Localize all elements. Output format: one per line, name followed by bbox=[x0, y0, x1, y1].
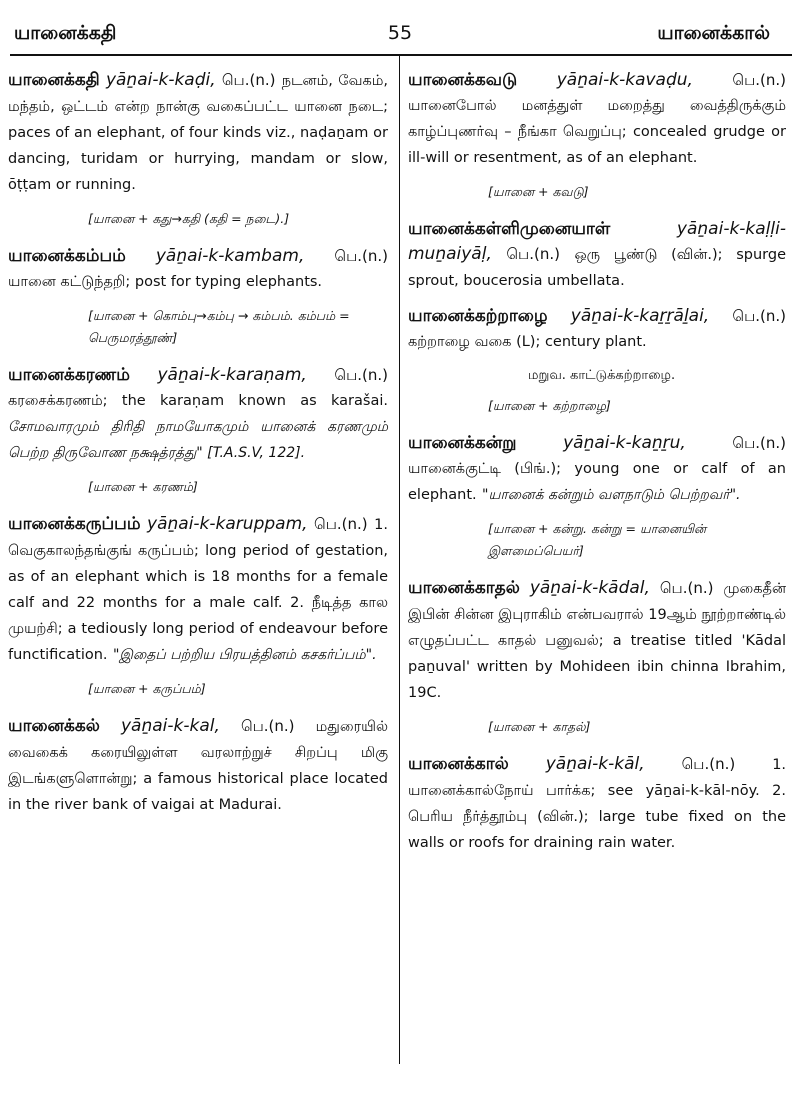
dictionary-entry bbox=[8, 244, 388, 295]
page-number: 55 bbox=[387, 22, 413, 44]
entry-headword: யானைக்கல் bbox=[8, 716, 100, 736]
entry-headword: யானைக்கால் bbox=[408, 754, 509, 774]
page-header bbox=[0, 0, 800, 52]
entry-grammar: பெ.(n.) bbox=[732, 434, 787, 452]
dictionary-entry bbox=[408, 304, 786, 355]
entry-grammar: பெ.(n.) bbox=[314, 515, 368, 533]
header-rule bbox=[10, 54, 792, 56]
entry-transliteration: yāṉai-k-kādal, bbox=[529, 578, 650, 598]
entry-definition: 1. யானைக்கால்நோய் பார்க்க; see yāṉai-k-kāl-nōy. 2. பெரிய நீர்த்தூம்பு (வின்.); large tube fixed on the walls or roofs for draining rain water. bbox=[408, 757, 787, 851]
entry-grammar: பெ.(n.) bbox=[681, 755, 736, 773]
entry-headword: யானைக்கதி bbox=[8, 70, 100, 90]
entry-headword: யானைக்கற்றாழை bbox=[408, 306, 548, 326]
dictionary-entry bbox=[8, 512, 388, 668]
entry-grammar: பெ.(n.) bbox=[732, 307, 787, 325]
dictionary-entry bbox=[408, 576, 786, 706]
left-column bbox=[8, 68, 388, 828]
dictionary-entry bbox=[8, 714, 388, 818]
entry-headword: யானைக்கரணம் bbox=[8, 365, 130, 385]
right-column bbox=[408, 68, 786, 866]
entry-etymology: [யானை + கொம்பு→கம்பு → கம்பம். கம்பம் = பெருமரத்தூண்] bbox=[88, 308, 350, 345]
entry-headword: யானைக்காதல் bbox=[408, 578, 520, 598]
entry-headword: யானைக்கவடு bbox=[408, 70, 518, 90]
right-guide-word: யானைக்கால் bbox=[657, 22, 770, 44]
entry-definition: முகைதீன் இபின் சின்ன இபுராகிம் என்பவரால் 19ஆம் நூற்றாண்டில் எழுதப்பட்ட காதல் பனுவல்; a treatise titled 'Kādal paṉuval' written by Mohideen ibin chinna Ibrahim, 19C. bbox=[408, 581, 787, 701]
entry-headword: யானைக்கருப்பம் bbox=[8, 514, 141, 534]
entry-grammar: பெ.(n.) bbox=[240, 717, 295, 735]
entry-transliteration: yāṉai-k-kal, bbox=[120, 716, 220, 736]
entry-etymology: [யானை + கன்று. கன்று = யானையின் இளமைப்பெயர்] bbox=[488, 521, 707, 558]
entry-definition: யானை கட்டுந்தறி; post for typing elephants. bbox=[8, 274, 323, 290]
dictionary-entry bbox=[8, 363, 388, 466]
entry-grammar: பெ.(n.) bbox=[334, 247, 388, 265]
entry-definition: கரசைக்கரணம்; the karaṇam known as karašai. bbox=[8, 393, 388, 409]
entry-transliteration: yāṉai-k-kaḍi, bbox=[105, 70, 216, 90]
left-guide-word: யானைக்கதி bbox=[14, 22, 117, 44]
entry-etymology: [யானை + கது→கதி (கதி = நடை).] bbox=[88, 211, 290, 226]
entry-transliteration: yāṉai-k-kaṉṟu, bbox=[563, 433, 686, 453]
entry-definition: யானைபோல் மனத்துள் மறைத்து வைத்திருக்கும் காழ்ப்புணர்வு – நீங்கா வெறுப்பு; concealed grudge or ill-will or resentment, as of an elephant. bbox=[408, 98, 786, 166]
dictionary-entry bbox=[408, 68, 786, 171]
entry-transliteration: yāṉai-k-kaṟṟāḻai, bbox=[570, 306, 710, 326]
entry-transliteration: yāṉai-k-karuppam, bbox=[147, 514, 308, 534]
entry-grammar: பெ.(n.) bbox=[732, 71, 787, 89]
entry-etymology: [யானை + கரணம்] bbox=[88, 479, 198, 494]
entry-definition: கற்றாழை வகை (L); century plant. bbox=[408, 334, 647, 350]
entry-grammar: பெ.(n.) bbox=[221, 71, 276, 89]
entry-transliteration: yāṉai-k-kambam, bbox=[155, 246, 305, 266]
entry-transliteration: yāṉai-k-kaḷḷi-muṉaiyāḷ, bbox=[408, 219, 786, 264]
entry-definition: மதுரையில் வைகைக் கரையிலுள்ள வரலாற்றுச் சிறப்பு மிகு இடங்களுளொன்று; a famous historical place located in the river bank of vaigai at Madurai. bbox=[8, 719, 388, 813]
entry-grammar: பெ.(n.) bbox=[506, 245, 560, 263]
entry-headword: யானைக்கன்று bbox=[408, 433, 517, 453]
entry-etymology: [யானை + காதல்] bbox=[488, 719, 591, 734]
entry-citation: "இதைப் பற்றிய பிரயத்தினம் கசகர்ப்பம்". bbox=[112, 647, 377, 663]
entry-citation: "யானைக் கன்றும் வளநாடும் பெற்றவர்". bbox=[482, 487, 741, 503]
entry-grammar: பெ.(n.) bbox=[659, 579, 714, 597]
entry-transliteration: yāṉai-k-karaṇam, bbox=[157, 365, 307, 385]
entry-etymology: [யானை + கருப்பம்] bbox=[88, 681, 206, 696]
entry-synonym-note: மறுவ. காட்டுக்கற்றாழை. bbox=[528, 368, 676, 383]
entry-definition: யானைக்குட்டி (பிங்.); young one or calf of an elephant. bbox=[408, 461, 786, 503]
entry-definition: நடனம், வேகம், மந்தம், ஒட்டம் என்ற நான்கு வகைப்பட்ட யானை நடை; paces of an elephant, of four kinds viz., naḍaṉam or dancing, turidam or hurrying, mandam or slow, ōṭṭam or running. bbox=[8, 73, 389, 193]
entry-etymology: [யானை + கற்றாழை] bbox=[488, 398, 611, 413]
entry-etymology: [யானை + கவடு] bbox=[488, 184, 589, 199]
dictionary-entry bbox=[8, 68, 388, 198]
entry-transliteration: yāṉai-k-kāl, bbox=[545, 754, 645, 774]
entry-headword: யானைக்கம்பம் bbox=[8, 246, 126, 266]
entry-definition: ஒரு பூண்டு (வின்.); spurge sprout, boucerosia umbellata. bbox=[408, 247, 787, 289]
entry-transliteration: yāṉai-k-kavaḍu, bbox=[556, 70, 693, 90]
dictionary-entry bbox=[408, 431, 786, 508]
dictionary-entry bbox=[408, 752, 786, 856]
entry-grammar: பெ.(n.) bbox=[334, 366, 388, 384]
entry-definition: 1. வெகுகாலந்தங்குங் கருப்பம்; long period of gestation, as of an elephant which is 18 months for a female calf and 22 months for a male calf. 2. நீடித்த கால முயற்சி; a tediously long period of endeavour before functification. bbox=[8, 517, 388, 663]
entry-citation: சோமவாரமும் திரிதி நாமயோகமும் யானைக் கரணமும் பெற்ற திருவோண நக்ஷத்ரத்து" [T.A.S.V, 122]. bbox=[8, 419, 388, 461]
column-divider bbox=[399, 56, 400, 1064]
dictionary-entry bbox=[408, 217, 786, 294]
entry-headword: யானைக்கள்ளிமுனையாள் bbox=[408, 219, 611, 239]
